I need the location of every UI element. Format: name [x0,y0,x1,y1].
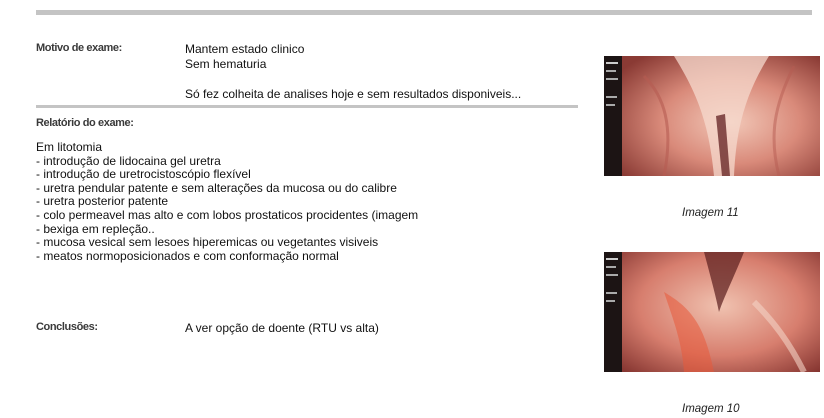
list-item: - uretra posterior patente [36,194,169,209]
relatorio-heading: Em litotomia [36,140,103,154]
top-separator-bar [36,10,812,15]
list-item: - bexiga em repleção.. [36,221,155,236]
endoscopy-image-11 [604,56,820,176]
motivo-line-2: Sem hematuria [185,57,267,71]
motivo-label: Motivo de exame: [36,42,122,54]
motivo-line-1: Mantem estado clinico [185,42,305,56]
image-10-caption: Imagem 10 [682,403,740,415]
list-item: - meatos normoposicionados e com conformação normal [36,248,339,263]
endoscopy-image-10 [604,252,820,372]
section-divider [36,105,578,108]
motivo-note: Só fez colheita de analises hoje e sem resultados disponiveis... [185,87,522,101]
list-item: - introdução de uretrocistoscópio flexível [36,167,251,182]
list-item: - uretra pendular patente e sem alterações da mucosa ou do calibre [36,180,397,195]
list-item: - introdução de lidocaina gel uretra [36,153,221,168]
list-item: - mucosa vesical sem lesoes hiperemicas ou vegetantes visiveis [36,235,379,250]
relatorio-label: Relatório do exame: [36,117,134,129]
relatorio-list [36,141,418,263]
conclusoes-text: A ver opção de doente (RTU vs alta) [185,321,379,335]
conclusoes-label: Conclusões: [36,321,98,333]
list-item: - colo permeavel mas alto e com lobos prostaticos procidentes (imagem [36,207,419,222]
image-11-caption: Imagem 11 [682,207,739,219]
